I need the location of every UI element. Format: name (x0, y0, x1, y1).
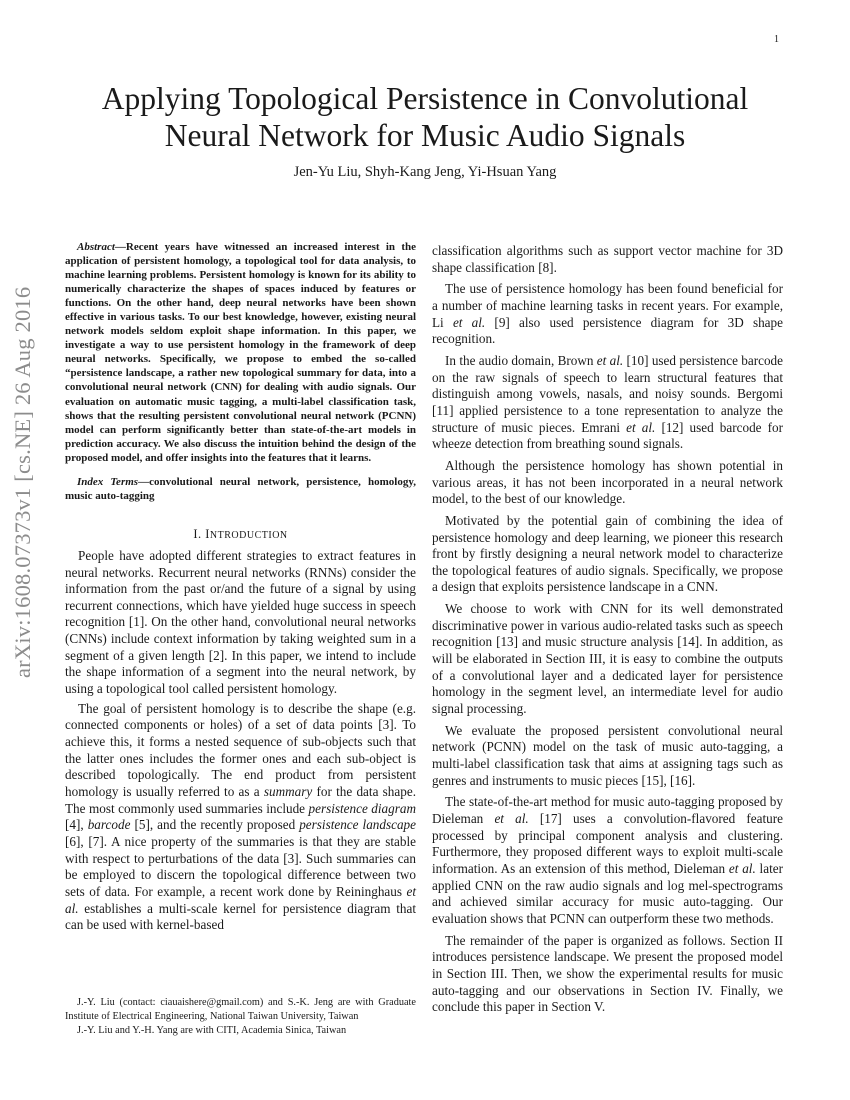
text-run: [12] used barcode for wheeze detection from breathing sound signals. (432, 419, 783, 452)
right-paragraph-8: The remainder of the paper is organized as follows. Section II introduces persistence landscape. We present the proposed model in Section III. Then, we show the experimental results for music auto-tagging and our observations in Section IV. Finally, we conclude this paper in Section V. (432, 932, 783, 1015)
right-paragraph-1 (432, 281, 783, 348)
right-column (432, 243, 783, 1016)
text-run: The use of persistence homology has been found beneficial for a number of machine learning tasks in recent years. For example, Li (432, 281, 783, 330)
text-run: [6], [7]. A nice property of the summaries is that they are stable with respect to perturbations of the data [3]. Such summaries can be employed to discern the topological difference between two sets of data. For example, a recent work done by Reininghaus (65, 834, 416, 899)
italic-term: persistence diagram (308, 800, 416, 816)
text-run: The goal of persistent homology is to describe the shape (e.g. connected components or holes) of a set of data points [3]. To achieve this, it forms a nested sequence of sub-objects such that the latter ones includes the former ones and each sub-object is described topologically. The end product from persistent homology is usually referred to as a (65, 700, 416, 800)
abstract-label: Abstract (77, 241, 115, 253)
author-list: Jen-Yu Liu, Shyh-Kang Jeng, Yi-Hsuan Yang (293, 164, 557, 180)
italic-term: et al. (452, 314, 486, 330)
italic-term: summary (263, 784, 313, 800)
footnote-affiliation-1: J.-Y. Liu (contact: ciauaishere@gmail.com) and S.-K. Jeng are with Graduate Institute of Electrical Engineering, National Taiwan University, Taiwan (65, 997, 416, 1022)
section-heading-introduction (65, 527, 416, 542)
italic-term: et al. (626, 419, 656, 435)
title-line-1: Applying Topological Persistence in Convolutional (101, 81, 749, 116)
text-run: The state-of-the-art method for music auto-tagging proposed by Dieleman (432, 794, 783, 826)
italic-term: et al. (596, 352, 624, 368)
arxiv-stamp (2, 286, 44, 678)
right-paragraph-continued: classification algorithms such as support vector machine for 3D shape classification [8]. (432, 243, 783, 275)
index-terms (65, 475, 416, 503)
text-run: [10] used persistence barcode on the raw signals of speech to learn structural features that distinguish among vowels, nasals, and noisy sounds. Bergomi [11] applied persistence to a tone representation to analyze the structure of music pieces. Emrani (432, 352, 783, 435)
text-run: later applied CNN on the raw audio signals and log mel-spectrograms and achieved similar accuracy for music auto-tagging. Our evaluation shows that PCNN can outperform these two methods. (432, 860, 783, 926)
text-run: [9] also used persistence diagram for 3D shape recognition. (432, 314, 783, 347)
section-heading-text: I. INTRODUCTION (193, 526, 288, 541)
intro-paragraph-1: People have adopted different strategies to extract features in neural networks. Recurrent neural networks (RNNs) consider the information from the past or/and the future of a signal by using recurrent connections, which have yielded huge success in speech recognition [1]. On the other hand, convolutional neural networks (CNNs) include context information by taking weighted sum in a segment of a given length [2]. In this paper, we intend to include the shape information of a segment into the neural network, by using a topological tool called persistent homology. (65, 547, 416, 697)
italic-term: et al. (65, 883, 416, 916)
italic-term: et al. (728, 860, 756, 876)
abstract-text: —Recent years have witnessed an increased interest in the application of persistent homology, a topological tool for data analysis, to machine learning problems. Persistent homology is known for its ability to numerically characterize the shapes of spaces induced by features or functions. On the other hand, deep neural networks have been shown effective in various tasks. To our best knowledge, however, existing neural network models seldom exploit shape information. In this paper, we investigate a way to use persistent homology in the framework of deep neural networks. Specifically, we propose to embed the so-called “persistence landscape, a rather new topological summary for data, into a convolutional neural network (CNN) for dealing with audio signals. Our evaluation on automatic music tagging, a multi-label classification task, shows that the resulting persistent convolutional neural network (PCNN) model can perform significantly better than state-of-the-art models in prediction accuracy. We also discuss the intuition behind the design of the proposed model, and offer insights into the features that it learns. (65, 241, 416, 464)
italic-term: et al. (494, 811, 529, 826)
footnote-affiliation-2: J.-Y. Liu and Y.-H. Yang are with CITI, Academia Sinica, Taiwan (77, 1025, 347, 1036)
text-run: [17] uses a convolution-flavored feature processed by principal component analysis and clustering. Furthermore, they proposed different ways to exploit multi-scale information. As an extension of this method, Dieleman (432, 811, 783, 876)
title-line-2: Neural Network for Music Audio Signals (164, 118, 686, 153)
left-column (65, 240, 416, 934)
right-paragraph-4: Motivated by the potential gain of combining the idea of persistence homology and deep learning, we pioneer this research front by firstly designing a neural network model to characterize the topological features of audio signals. Specifically, we propose a design that exploits persistence landscape in a CNN. (432, 512, 783, 595)
paper-title (40, 80, 810, 154)
text-run: [4], (65, 817, 88, 833)
right-paragraph-5: We choose to work with CNN for its well demonstrated discriminative power in various audio-related tasks such as speech recognition [13] and music structure analysis [14]. In addition, as will be elaborated in Section III, it is easy to combine the outputs of a convolutional layer and a dedicated layer for persistence homology in the segment level, an intermediate level for audio signal processing. (432, 601, 783, 717)
text-run: In the audio domain, Brown (445, 352, 597, 368)
right-paragraph-3: Although the persistence homology has shown potential in various areas, it has not been incorporated in a neural network model, to the best of our knowledge. (432, 457, 783, 507)
right-paragraph-2 (432, 353, 783, 453)
text-run: establishes a multi-scale kernel for persistence diagram that can be used with kernel-based (65, 900, 416, 933)
intro-paragraph-2 (65, 701, 416, 934)
italic-term: persistence landscape (299, 817, 417, 833)
index-terms-label: Index Terms (77, 475, 139, 488)
page-number: 1 (774, 34, 779, 45)
right-paragraph-7 (432, 794, 783, 927)
right-paragraph-6: We evaluate the proposed persistent convolutional neural network (PCNN) model on the task of music auto-tagging, a multi-label classification task that aims at assigning tags such as genres and instruments to music pieces [15], [16]. (432, 722, 783, 788)
arxiv-identifier: arXiv:1608.07373v1 [cs.NE] 26 Aug 2016 (10, 286, 35, 678)
abstract (65, 240, 416, 465)
text-run: for the data shape. The most commonly used summaries include (65, 784, 416, 816)
footnotes (65, 996, 416, 1038)
index-terms-text: —convolutional neural network, persistence, homology, music auto-tagging (65, 475, 416, 502)
italic-term: barcode (87, 817, 131, 833)
text-run: [5], and the recently proposed (130, 817, 300, 833)
